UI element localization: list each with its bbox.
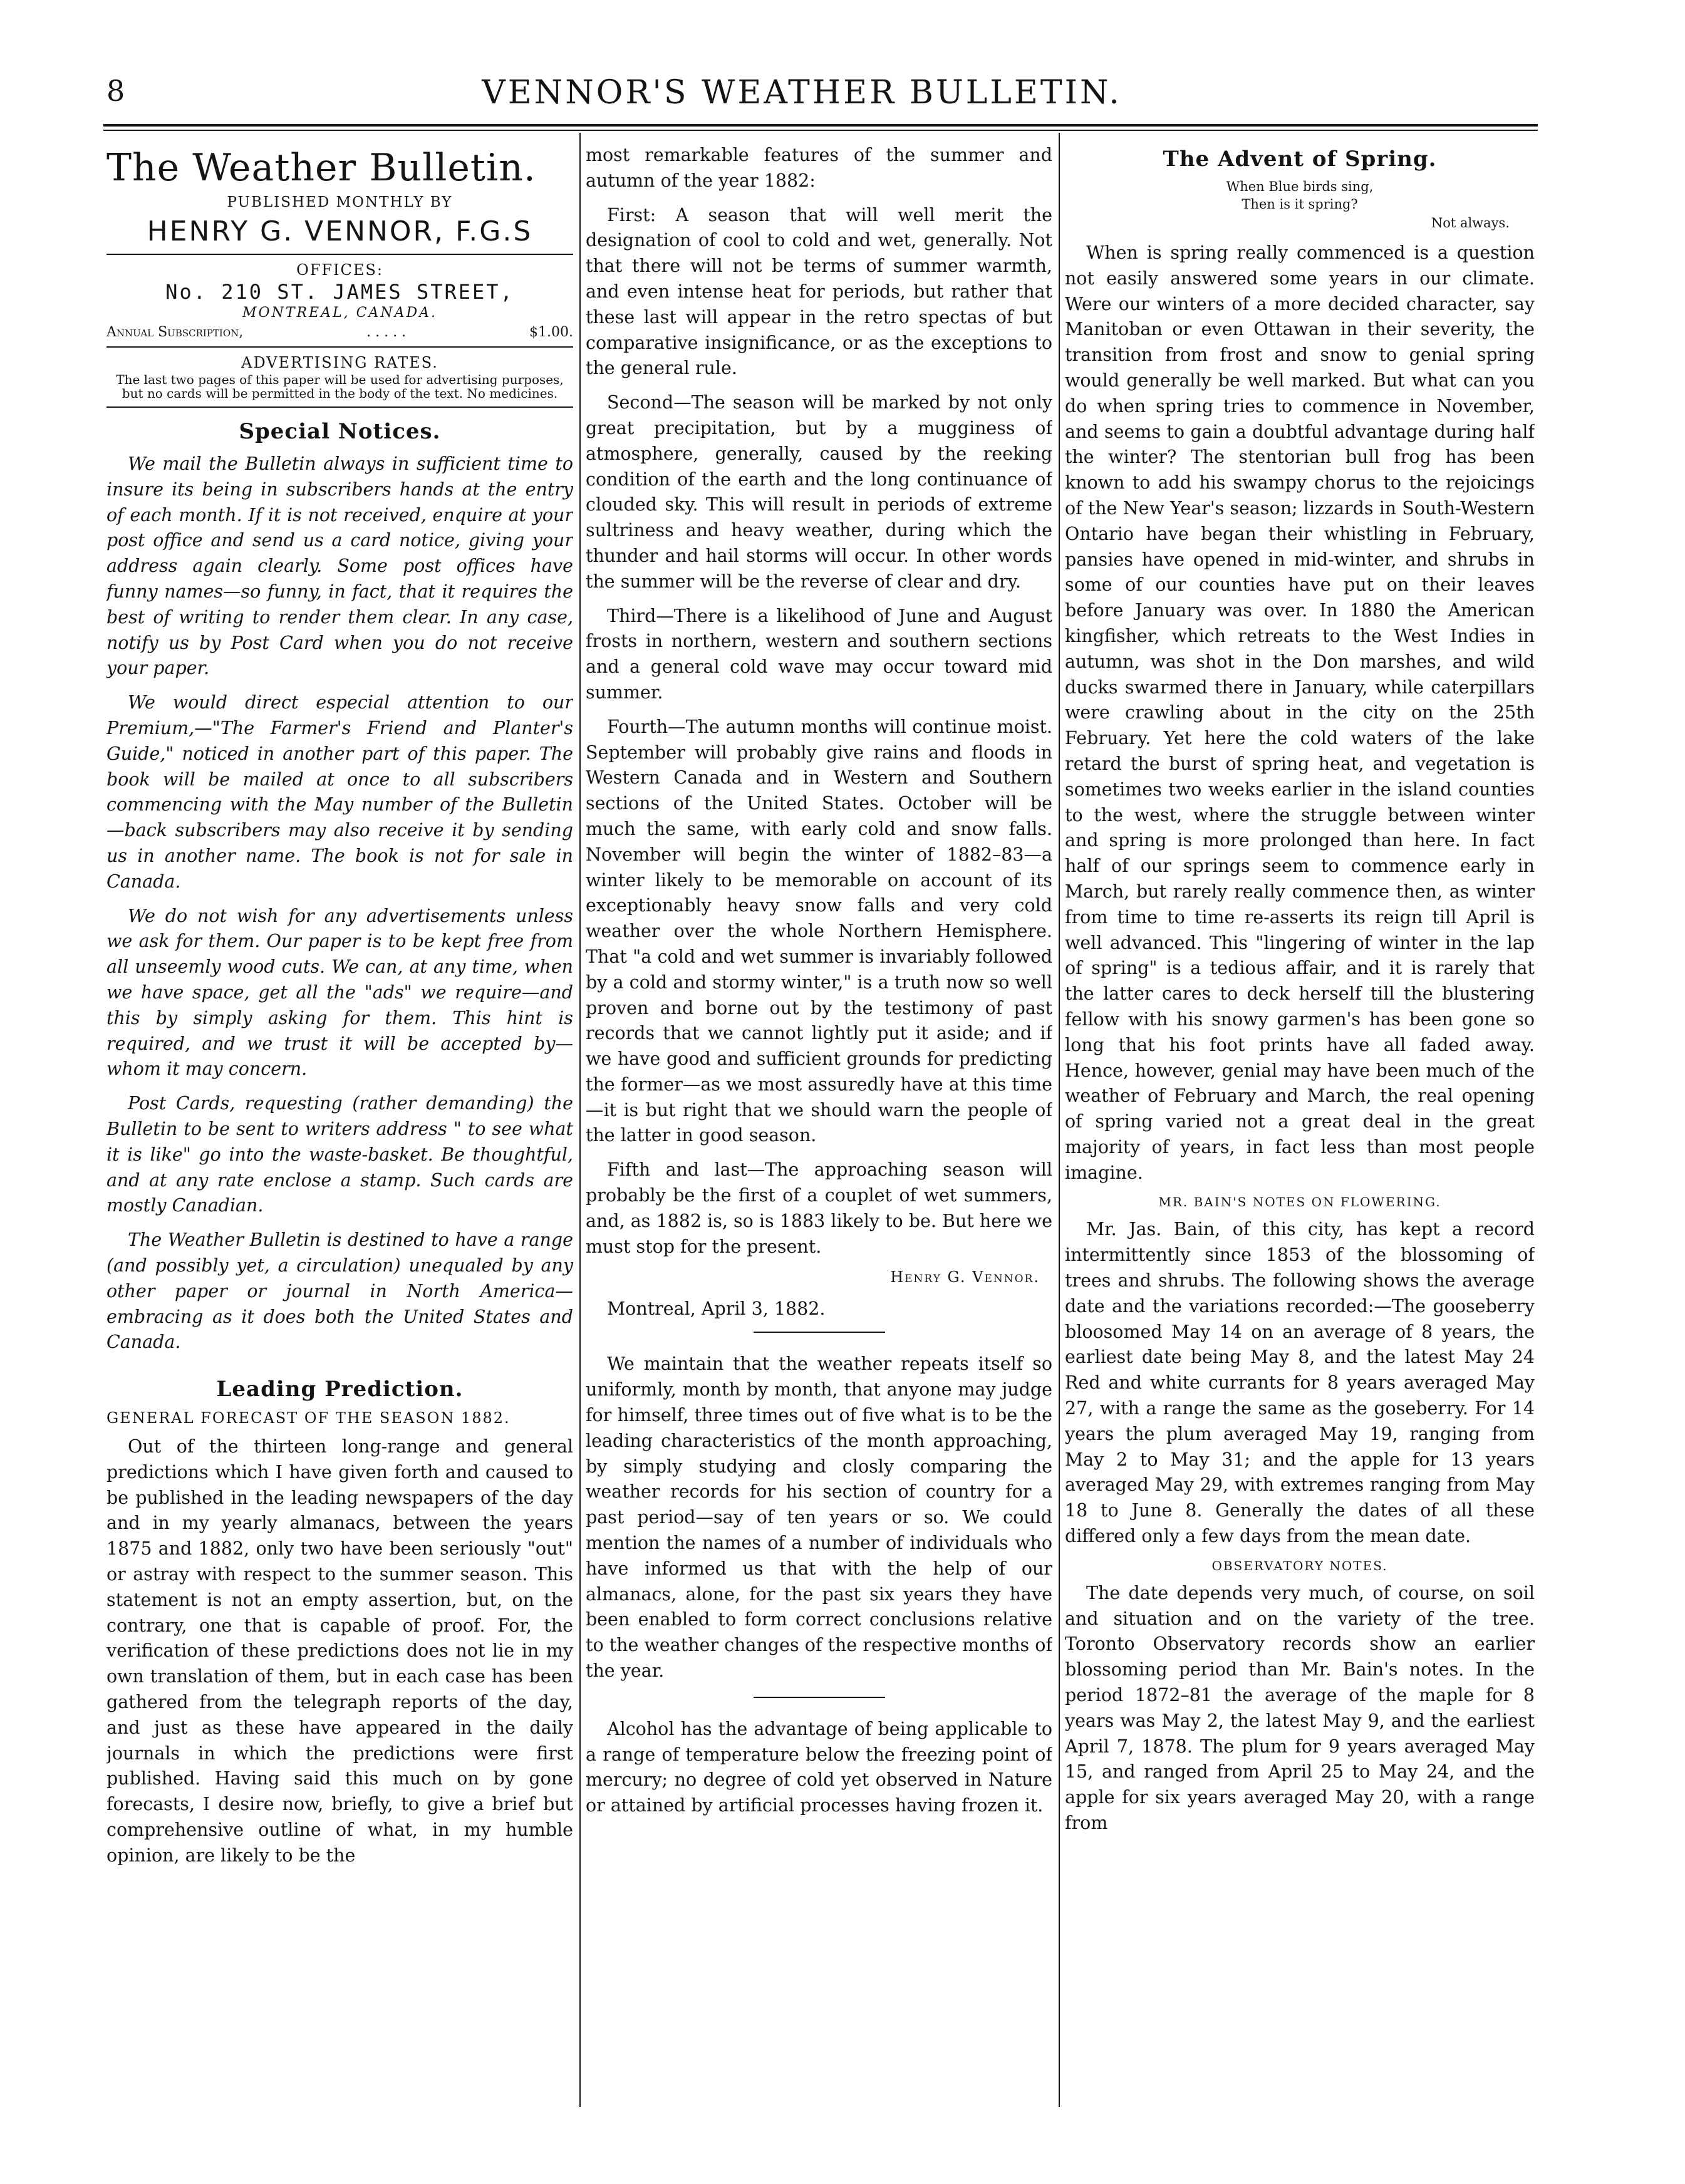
article-paragraph: First: A season that will well merit the designation of cool to cold and wet, generally. Not that there will not be terms of summer warmth, and even intense heat for periods, but rather that these last will appear in the retro spectas of but comparative insignificance, or as the exceptions to the general rule. (586, 204, 1052, 379)
divider (106, 406, 573, 408)
leading-prediction-heading: Leading Prediction. (216, 1377, 464, 1402)
subscription-row (106, 324, 573, 340)
observatory-notes-subheading: OBSERVATORY NOTES. (1211, 1558, 1388, 1573)
article-paragraph: Alcohol has the advantage of being applicable to a range of temperature below the freezing point of mercury; no degree of cold yet observed in Nature or attained by artificial processes having frozen it. (586, 1718, 1052, 1816)
article-paragraph: Fifth and last—The approaching season will probably be the first of a couplet of wet summers, and, as 1882 is, so is 1883 likely to be. But here we must stop for the present. (586, 1159, 1052, 1257)
column-3 (1065, 143, 1535, 1845)
advertising-heading: ADVERTISING RATES. (241, 354, 438, 371)
notice-paragraph: We would direct especial attention to our Premium,—"The Farmer's Friend and Planter's Guide," noticed in another part of this paper. The book will be mailed at once to all subscribers commencing with the May number of the Bulletin—back subscribers may also receive it by sending us in another name. The book is not for sale in Canada. (106, 692, 573, 892)
short-divider (754, 1332, 885, 1333)
subscription-label: Annual Subscription, (106, 324, 244, 340)
verse-line: When Blue birds sing, (1226, 179, 1374, 194)
article-paragraph: Second—The season will be marked by not only great precipitation, but by a mugginess of atmosphere, generally, caused by the reeking condition of the earth and the long continuance of clouded sky. This will result in periods of extreme sultriness and heavy weather, during which the thunder and hail storms will occur. In other words the summer will be the reverse of clear and dry. (586, 392, 1052, 592)
article-paragraph: The date depends very much, of course, on soil and situation and on the variety of the tree. Toronto Observatory records show an earlier blossoming period than Mr. Bain's notes. In the period 1872–81 the average of the maple for 8 years was May 2, the latest May 9, and the earliest April 7, 1878. The plum for 9 years averaged May 15, and ranged from April 25 to May 24, and the apple for six years averaged May 20, with a range from (1065, 1582, 1535, 1834)
article-paragraph: Third—There is a likelihood of June and August frosts in northern, western and southern sections and a general cold wave may occur toward mid summer. (586, 605, 1052, 703)
running-title: VENNOR'S WEATHER BULLETIN. (482, 74, 1122, 111)
dateline: Montreal, April 3, 1882. (607, 1298, 826, 1320)
offices-label: OFFICES: (296, 261, 383, 279)
column-2 (586, 143, 1052, 1828)
article-paragraph: Out of the thirteen long-range and general predictions which I have given forth and caused to be published in the leading newspapers of the day and in my yearly almanacs, between the years 1875 and 1882, only two have been seriously "out" or astray with respect to the summer season. This statement is not an empty assertion, but, on the contrary, one that is capable of proof. For, the verification of these predictions does not lie in my own translation of them, but in each case has been gathered from the telegraph reports of the day, and just as these have appeared in the daily journals in which the predictions were first published. Having said this much on by gone forecasts, I desire now, briefly, to give a brief but comprehensive outline of what, in my humble opinion, are likely to be the (106, 1436, 573, 1866)
column-1 (106, 143, 573, 1878)
notice-paragraph: We mail the Bulletin always in sufficient time to insure its being in subscribers hands at the entry of each month. If it is not received, enquire at your post office and send us a card notice, giving your address again clearly. Some post offices have funny names—so funny, in fact, that it requires the best of writing to render them clear. In any case, notify us by Post Card when you do not receive your paper. (106, 453, 573, 679)
verse-answer: Not always. (1431, 215, 1510, 230)
notice-paragraph: We do not wish for any advertisements unless we ask for them. Our paper is to be kept free from all unseemly wood cuts. We can, at any time, when we have space, get all the "ads" we require—and this by simply asking for them. This hint is required, and we trust it will be accepted by—whom it may concern. (106, 905, 573, 1080)
column-divider-1 (579, 133, 581, 2107)
article-paragraph: When is spring really commenced is a question not easily answered some years in our climate. Were our winters of a more decided character, say Manitoban or even Ottawan in their severity, the transition from frost and snow to genial spring would generally be well marked. But what can you do when spring tries to commence in November, and seems to gain a doubtful advantage during half the winter? The stentorian bull frog has been known to add his swampy chorus to the rejoicings of the New Year's season; lizzards in South-Western Ontario have began their whistling in February, pansies have opened in mid-winter, and shrubs in some of our counties have put on their leaves before January was over. In 1880 the American kingfisher, which retreats to the West Indies in autumn, was shot in the Don marshes, and wild ducks swarmed there in January, while caterpillars were crawling about in the city on the 25th February. Yet here the cold waters of the lake retard the burst of spring heat, and vegetation is sometimes two weeks earlier in the island counties to the west, where the struggle between winter and spring is more prolonged than here. In fact half of our springs seem to commence early in March, but rarely really commence then, as winter from time to time re-asserts its reign till April is well advanced. This "lingering of winter in the lap of spring" is a tedious affair, and it is rarely that the latter cares to deck herself till the blustering fellow with his snowy garmen's has been gone so long that his foot prints have all faded away. Hence, however, genial may have been much of the weather of February and March, the real opening of spring varied not a great deal in the great majority of years, in fact less than most people imagine. (1065, 242, 1535, 1183)
advertising-text: The last two pages of this paper will be used for advertising purposes, but no cards will be permitted in the body of the text. No medicines. (116, 372, 564, 401)
notice-paragraph: Post Cards, requesting (rather demanding) the Bulletin to be sent to writers address " to see what it is like" go into the waste-basket. Be thoughtful, and at any rate enclose a stamp. Such cards are mostly Canadian. (106, 1093, 573, 1216)
page-number: 8 (106, 74, 125, 108)
subscription-price: $1.00. (529, 324, 573, 340)
verse-line: Then is it spring? (1242, 197, 1358, 212)
bain-notes-subheading: MR. BAIN'S NOTES ON FLOWERING. (1158, 1194, 1441, 1210)
short-divider (754, 1697, 885, 1698)
office-city: MONTREAL, CANADA. (242, 305, 437, 321)
special-notices-heading: Special Notices. (239, 419, 441, 444)
advent-of-spring-heading: The Advent of Spring. (1163, 147, 1437, 172)
divider (106, 254, 573, 255)
article-paragraph: We maintain that the weather repeats itself so uniformly, month by month, that anyone may judge for himself, three times out of five what is to be the leading characteristics of the month approaching, by simply studying and closly comparing the weather records for his section of country for a past period—say of ten years or so. We could mention the names of a number of individuals who have informed us that with the help of our almanacs, alone, for the past six years they have been enabled to form correct conclusions relative to the weather changes of the respective months of the year. (586, 1353, 1052, 1682)
signature: Henry G. Vennor. (890, 1268, 1040, 1286)
column-divider-2 (1059, 133, 1060, 2107)
article-paragraph: most remarkable features of the summer and autumn of the year 1882: (586, 145, 1052, 191)
masthead-publisher: HENRY G. VENNOR, F.G.S (147, 215, 533, 247)
article-paragraph: Mr. Jas. Bain, of this city, has kept a record intermittently since 1853 of the blossoming of trees and shrubs. The following shows the average date and the variations recorded:—The gooseberry bloosomed May 14 on an average of 8 years, the earliest date being May 8, and the latest May 24 Red and white currants for 8 years averaged May 27, with a range the same as the goseberry. For 14 years the plum averaged May 19, ranging from May 2 to May 31; and the apple for 13 years averaged May 29, with extremes ranging from May 18 to June 8. Generally the dates of all these differed only a few days from the mean date. (1065, 1219, 1535, 1547)
divider (106, 346, 573, 348)
office-address: No. 210 ST. JAMES STREET, (165, 280, 514, 304)
subscription-dots: . . . . . (366, 324, 407, 340)
leading-prediction-subheading: GENERAL FORECAST OF THE SEASON 1882. (106, 1409, 511, 1427)
masthead-title: The Weather Bulletin. (106, 146, 536, 190)
article-paragraph: Fourth—The autumn months will continue moist. September will probably give rains and floods in Western Canada and in Western and Southern sections of the United States. October will be much the same, with early cold and snow falls. November will begin the winter of 1882–83—a winter likely to be memorable on account of its exceptionably heavy snow falls and very cold weather over the whole Northern Hemisphere. That "a cold and wet summer is invariably followed by a cold and stormy winter," is a truth now so well proven and borne out by the testimony of past records that we cannot lightly put it aside; and if we have good and sufficient grounds for predicting the former—as we most assuredly have at this time—it is but right that we should warn the people of the latter in good season. (586, 716, 1052, 1146)
header-rule (103, 124, 1538, 131)
notice-paragraph: The Weather Bulletin is destined to have a range (and possibly yet, a circulation) unequaled by any other paper or journal in North America—embracing as it does both the United States and Canada. (106, 1229, 573, 1353)
masthead-published-line: PUBLISHED MONTHLY BY (227, 194, 453, 210)
